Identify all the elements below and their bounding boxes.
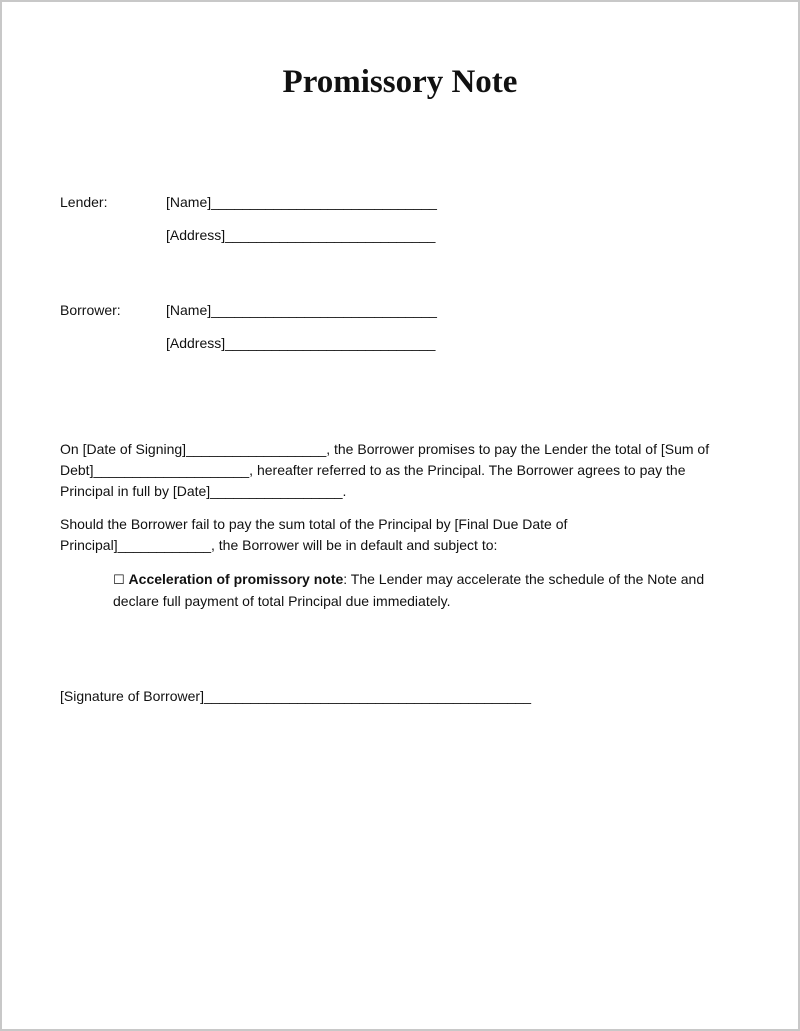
borrower-address-field: [Address]___________________________ bbox=[166, 335, 436, 351]
default-terms-line-2: Principal]____________, the Borrower will be in default and subject to: bbox=[60, 537, 498, 553]
default-terms-paragraph bbox=[60, 514, 567, 556]
acceleration-clause bbox=[113, 569, 704, 612]
default-terms-line-1: Should the Borrower fail to pay the sum total of the Principal by [Final Due Date of bbox=[60, 516, 568, 532]
checkbox-icon[interactable]: ☐ bbox=[113, 573, 125, 588]
payment-terms-line-2: Debt]____________________, hereafter referred to as the Principal. The Borrower agrees to pay the bbox=[60, 462, 686, 478]
document-title: Promissory Note bbox=[282, 64, 518, 100]
borrower-label: Borrower: bbox=[60, 302, 121, 318]
acceleration-clause-text: : The Lender may accelerate the schedule of the Note and bbox=[343, 571, 705, 587]
payment-terms-paragraph bbox=[60, 439, 709, 502]
borrower-name-field: [Name]_____________________________ bbox=[166, 302, 437, 318]
payment-terms-line-3: Principal in full by [Date]_________________. bbox=[60, 483, 347, 499]
payment-terms-line-1: On [Date of Signing]__________________, the Borrower promises to pay the Lender the total of [Sum of bbox=[60, 441, 710, 457]
acceleration-clause-heading: Acceleration of promissory note bbox=[128, 571, 344, 587]
borrower-signature-field: [Signature of Borrower]__________________________________________ bbox=[60, 688, 531, 704]
acceleration-clause-line-2: declare full payment of total Principal due immediately. bbox=[113, 593, 451, 609]
lender-name-field: [Name]_____________________________ bbox=[166, 194, 437, 210]
acceleration-clause-line-1 bbox=[113, 569, 704, 591]
lender-address-field: [Address]___________________________ bbox=[166, 227, 436, 243]
lender-label: Lender: bbox=[60, 194, 108, 210]
